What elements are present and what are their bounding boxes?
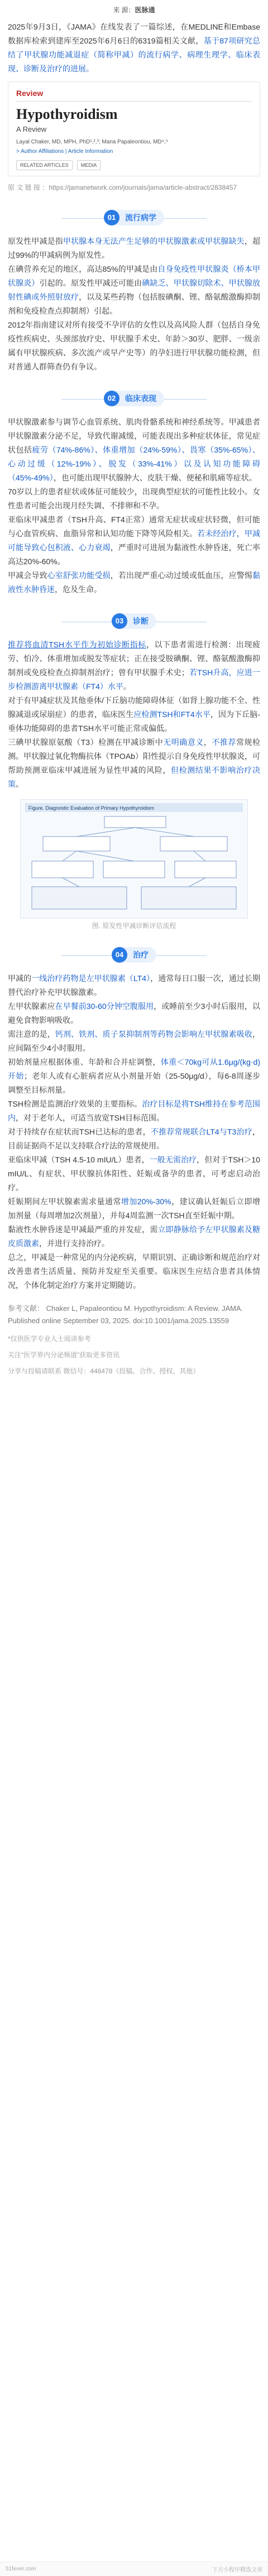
paragraph: [8, 569, 260, 597]
diagnostic-flowchart-figure: [20, 799, 248, 919]
text: 。: [16, 780, 23, 789]
text: ，目前证据尚不足以支持联合疗法的常规使用。: [8, 1127, 260, 1150]
highlight: 但检测结果不影响治疗决策: [8, 766, 260, 789]
source-label: 来 源：: [113, 6, 135, 14]
intro-highlight: 基于87项研究总结了甲状腺功能减退症（简称甲减）的流行病学、病理生理学、临床表现、诊断及治疗的进展。: [8, 36, 260, 73]
text: ，但对于TSH＞10 mIU/L、有症状、甲状腺抗体阳性、妊娠或备孕的患者，可考虑启动治疗。: [8, 1155, 260, 1192]
references-text: Chaker L, Papaleontiou M. Hypothyroidism: A Review. JAMA. Published online September 03, 2025. doi:10.1001/jama.2025.13559: [8, 1304, 243, 1325]
paragraph: [8, 736, 260, 791]
text: ，或睡前至少3小时后服用，以避免食物影响吸收。: [8, 1002, 260, 1025]
text: 甲状腺激素参与调节心血管系统、肌肉骨骼系统和神经系统等。甲减患者甲状腺激素分泌不足，导致代谢减缓，可能表现出多种症状体征，常见症状包括: [8, 417, 260, 454]
text: ；老年人或有心脏病者应从小剂量开始（25-50μg/d），每6-8周逐步调整至目标剂量。: [8, 1071, 261, 1094]
flowchart-graphic: [21, 800, 247, 918]
text: 需注意的是，: [8, 1030, 55, 1039]
text: ，应间隔至少4小时服用。: [8, 1030, 261, 1052]
section-header-epidemiology: [0, 210, 268, 227]
highlight: 一线治疗药物是左甲状腺素（LT4）: [31, 974, 151, 983]
flow-box: [141, 887, 236, 909]
section-header-diagnosis: [0, 613, 268, 630]
highlight: 钙剂、铁剂、质子泵抑制剂等药物会影响左甲状腺素吸收: [55, 1030, 253, 1039]
paragraph: [8, 638, 260, 694]
paragraph: [8, 694, 260, 736]
paragraph: [8, 1195, 260, 1223]
text: 甲减会导致: [8, 571, 47, 580]
figure-title: Figure. Diagnostic Evaluation of Primary Hypothyroidism: [28, 805, 155, 811]
section-title: 临床表现: [125, 394, 156, 403]
source-link[interactable]: 原 文 链 接 ：https://jamanetwork.com/journals/jama/article-abstract/2838457: [8, 184, 237, 191]
card-actions: [16, 160, 252, 170]
text: ，: [203, 738, 212, 747]
highlight: 在早餐前30-60分钟空腹服用: [55, 1002, 154, 1011]
text: 三碘甲状腺原氨酸（T3）检测在甲减诊断中: [8, 738, 164, 747]
section-pill: [104, 391, 164, 406]
paragraph: [8, 1097, 260, 1125]
paragraph: [8, 972, 260, 999]
references-label: 参考文献：: [8, 1304, 45, 1313]
section-pill: [112, 613, 156, 629]
text: TSH检测是监测治疗效果的主要指标。: [8, 1099, 142, 1108]
section-number: 03: [112, 613, 127, 629]
spacer: [0, 1292, 268, 1303]
paragraph: [8, 999, 260, 1027]
text: 甲减的: [8, 974, 32, 983]
card-authors: Layal Chaker, MD, MPH, PhD¹,²,³; Maria Papaleontiou, MD⁴,⁵: [16, 139, 168, 145]
text: ，以及某些药物（包括胺碘酮、锂、酪氨酸激酶抑制剂和免疫检查点抑制剂）引起。: [8, 292, 261, 315]
text: ，严重时可进展为黏液性水肿昏迷，死亡率高达20%-60%。: [8, 543, 261, 566]
flow-box: [103, 861, 165, 878]
bottom-bar: [0, 2561, 268, 2576]
footer-note: *仅供医学专业人士阅读参考: [8, 1335, 91, 1343]
text: ，若出现严重心动过缓或低血压，应警惕: [110, 571, 253, 580]
media-button[interactable]: MEDIA: [77, 160, 101, 170]
card-subtitle: A Review: [16, 125, 47, 133]
highlight: 不推荐常规联合LT4与T3治疗: [150, 1127, 252, 1136]
text: ，并进行支持治疗。: [39, 1239, 109, 1248]
flow-box: [32, 861, 93, 878]
figure-caption: 图. 原发性甲减诊断评估流程: [92, 922, 176, 930]
flow-box: [43, 837, 110, 851]
text: 妊娠期间左甲状腺素需求量通常: [8, 1197, 121, 1206]
section-header-treatment: [0, 947, 268, 964]
highlight: 自身免疫性甲状腺炎（桥本甲状腺炎）: [8, 265, 260, 287]
footer-sub: 关注“医学界内分泌频道”获取更多资讯: [8, 1351, 119, 1359]
text: ，也可能出现甲状腺肿大、皮肤干燥、便秘和肌痛等症状。: [53, 473, 257, 482]
paragraph: [8, 1153, 260, 1195]
highlight: 无明确意义: [163, 738, 204, 747]
highlight: 立即静脉给予左甲状腺素及糖皮质激素: [8, 1225, 261, 1248]
section-number: 01: [104, 210, 119, 225]
text: 初始剂量应根据体重、年龄和合并症调整，: [8, 1058, 161, 1066]
card-divider: [16, 101, 252, 102]
section-number: 04: [112, 947, 127, 963]
highlight: 疲劳（74%-86%）、体重增加（24%-59%）、畏寒（35%-65%）、心动过缓（12%-19%）、脱发（33%-41%）以及认知功能障碍（45%-49%）: [8, 445, 261, 482]
section-pill: [104, 210, 164, 225]
paragraph: [8, 1223, 260, 1251]
card-kicker: Review: [16, 89, 44, 98]
paragraph: [8, 1055, 260, 1097]
paragraph: [8, 513, 260, 569]
text: 对于持续存在症状而TSH已达标的患者，: [8, 1127, 151, 1136]
highlight: 碘缺乏、甲状腺切除术、甲状腺放射性碘或外照射放疗: [8, 278, 261, 301]
highlight: 推荐将血清TSH水平作为初始诊断指标: [8, 640, 146, 649]
card-links[interactable]: > Author Affiliations | Article Information: [16, 148, 113, 155]
intro-paragraph: [8, 20, 260, 76]
text: 常规检测。甲状腺过氧化物酶抗体（TPOAb）阳性提示自身免疫性甲状腺炎，可帮助预测亚临床甲减进展为显性甲减的风险，: [8, 738, 261, 775]
paragraph: [8, 262, 260, 318]
text: ，危及生命。: [55, 585, 102, 594]
intro-text: 2025年9月3日，《JAMA》在线发表了一篇综述，在MEDLINE和Embase数据库检索到建库至2025年6月6日的6319篇相关文献，: [8, 22, 260, 45]
text: ，对于老年人，可适当放宽TSH目标范围。: [16, 1113, 164, 1122]
text: ，超过99%的甲减病例为原发性。: [8, 237, 261, 259]
highlight: 体重＜70kg可从1.6μg/(kg·d)开始: [8, 1058, 261, 1080]
related-articles-button[interactable]: RELATED ARTICLES: [16, 160, 73, 170]
text: 黏液性水肿昏迷是甲减最严重的并发症，需: [8, 1225, 158, 1234]
highlight: 若TSH升高，应进一步检测游离甲状腺素（FT4）水平: [8, 668, 261, 691]
text: ，以下患者需进行检测：出现疲劳、怕冷、体重增加或脱发等症状；正在接受胺碘酮、锂、酪氨酸激酶抑制剂或免疫检查点抑制剂治疗；曾有甲状腺手术史；: [8, 640, 261, 677]
flow-box: [175, 861, 236, 878]
references: [8, 1303, 260, 1327]
highlight: 不推荐: [212, 738, 236, 747]
section-number: 02: [104, 391, 119, 406]
highlight: 应检测TSH和FT4水平: [133, 710, 210, 719]
section-header-clinical: [0, 391, 268, 407]
paragraph: 70岁以上的患者症状或体征可能较少，出现典型症状的可能性比较小。女性患者可能会出现月经失调、不排卵和不孕。: [8, 487, 260, 510]
text: 引起的。原发性甲减还可能由: [39, 278, 142, 287]
section-title: 流行病学: [125, 213, 156, 222]
text: ，因为下丘脑-垂体功能障碍的患者TSH水平可能正常或偏低。: [8, 710, 261, 733]
text: 。: [123, 682, 131, 691]
flow-box: [104, 816, 166, 828]
flow-box: [160, 837, 227, 851]
text: 原发性甲减是指: [8, 237, 63, 246]
source-header: [0, 0, 268, 20]
highlight: 心室舒张功能受损: [47, 571, 111, 580]
highlight: 增加20%-30%: [121, 1197, 171, 1206]
paragraph: [8, 1027, 260, 1055]
bottom-right[interactable]: 下方小程序精选文章: [212, 2567, 262, 2573]
highlight: 若未经治疗，甲减可能导致心包积液、心力衰竭: [8, 529, 261, 552]
text: ，通常每日口服一次，通过长期替代治疗补充甲状腺激素。: [8, 974, 261, 997]
text: 左甲状腺素应: [8, 1002, 55, 1011]
paragraph: [8, 415, 260, 485]
card-title: Hypothyroidism: [16, 106, 118, 122]
highlight: 治疗目标是将TSH维持在参考范围内: [8, 1099, 261, 1122]
text: 亚临床甲减患者（TSH升高、FT4正常）通常无症状或症状轻微，但可能与心血管疾病、血脂异常和认知功能下降等风险相关。: [8, 515, 260, 538]
paragraph: [8, 1125, 260, 1153]
source-name: 医脉通: [135, 6, 155, 14]
paragraph: [8, 234, 260, 262]
text: 在碘营养充足的地区，高达85%的甲减是由: [8, 265, 158, 273]
section-pill: [112, 947, 156, 963]
bottom-left: 51fever.com: [6, 2566, 36, 2572]
text: 亚临床甲减（TSH 4.5-10 mIU/L）患者，: [8, 1155, 150, 1164]
paragraph: 总之，甲减是一种常见的内分泌疾病，早期识别、正确诊断和规范治疗对改善患者生活质量、预防并发症至关重要。临床医生应结合患者具体情况，个体化制定治疗方案并定期随访。: [8, 1253, 260, 1290]
highlight: 一般无需治疗: [149, 1155, 197, 1164]
highlight: 甲状腺本身无法产生足够的甲状腺激素或甲状腺缺失: [63, 237, 245, 246]
text: ，建议确认妊娠后立即增加剂量（每周增加2次剂量），并每4周监测一次TSH直至妊娠中期。: [8, 1197, 261, 1220]
paragraph: 2012年指南建议对所有接受不孕评估的女性以及高风险人群（包括自身免疫性疾病史、头颈部放疗史、甲状腺手术史、年龄＞30岁、肥胖、一级亲属有甲状腺疾病、多次流产或早产史等）的孕妇进行甲状腺功能检测，但对普通人群筛查仍有争议。: [8, 320, 260, 371]
highlight: 黏液性水肿昏迷: [8, 571, 261, 594]
footer-contact: 分享与投稿请联系 微信号：448478（投稿、合作、授权、其他）: [8, 1367, 200, 1375]
section-title: 诊断: [133, 617, 149, 626]
flow-box: [32, 887, 127, 909]
jama-article-card[interactable]: [8, 81, 260, 176]
text: 对于有甲减症状及其他垂体/下丘脑功能障碍体征（如肾上腺功能不全、性腺减退或尿崩症）的患者，临床医生: [8, 696, 260, 719]
section-title: 治疗: [133, 950, 149, 959]
